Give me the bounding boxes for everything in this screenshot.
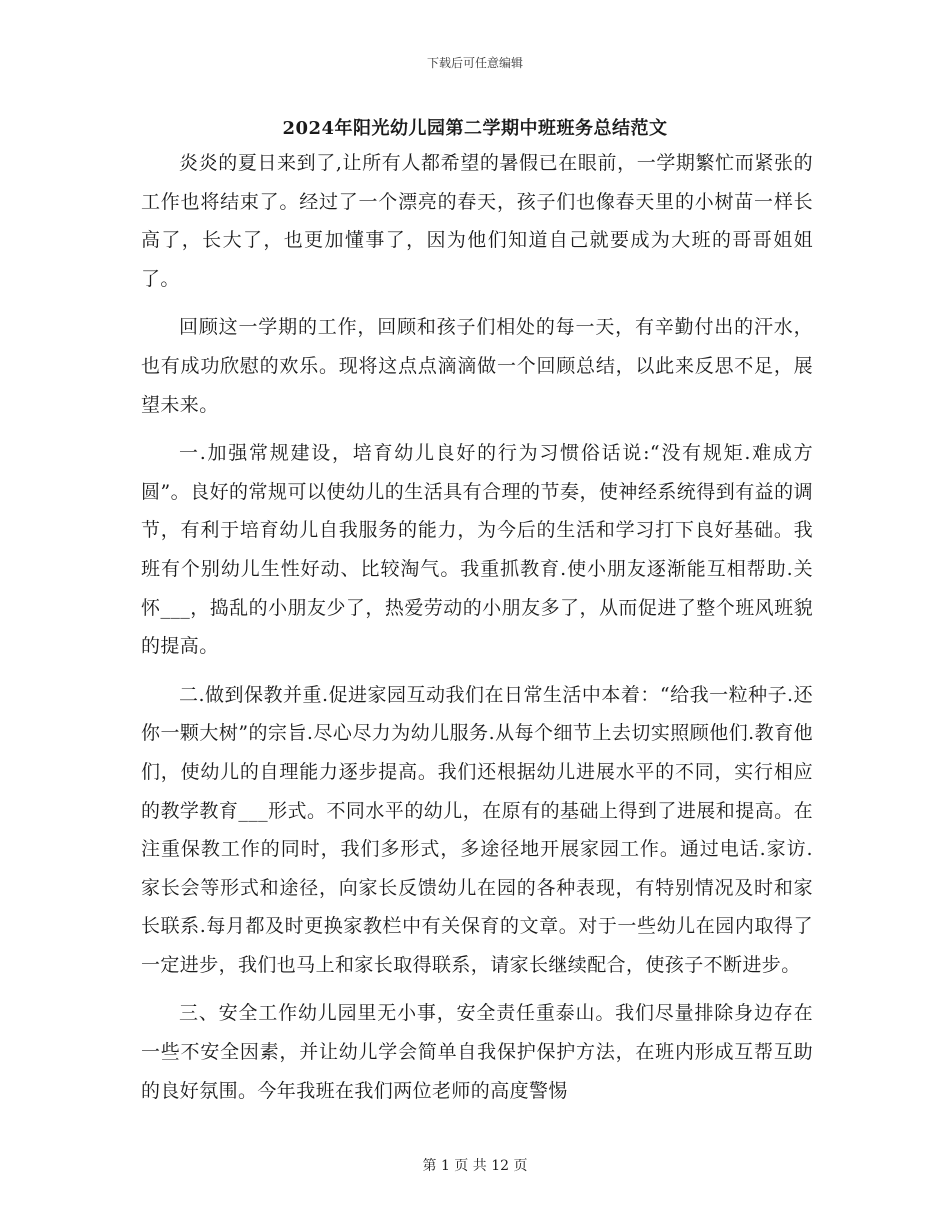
paragraph-section-care-education: 二.做到保教并重.促进家园互动我们在日常生活中本着：“给我一粒种子.还你一颗大树”的宗旨.尽心尽力为幼儿服务.从每个细节上去切实照顾他们.教育他们，使幼儿的自理能力逐步提高。我们还根据幼儿进展水平的不同，实行相应的教学教育___形式。不同水平的幼儿，在原有的基础上得到了进展和提高。在注重保教工作的同时，我们多形式，多途径地开展家园工作。通过电话.家访.家长会等形式和途径，向家长反馈幼儿在园的各种表现，有特别情况及时和家长联系.每月都及时更换家教栏中有关保育的文章。对于一些幼儿在园内取得了一定进步，我们也马上和家长取得联系，请家长继续配合，使孩子不断进步。	[141, 683, 813, 976]
page-header-note: 下载后可任意编辑	[426, 56, 523, 70]
paragraph-section-routine: 一.加强常规建设，培育幼儿良好的行为习惯俗话说:“没有规矩.难成方圆”。良好的常规可以使幼儿的生活具有合理的节奏，使神经系统得到有益的调节，有利于培育幼儿自我服务的能力，为今后的生活和学习打下良好基础。我班有个别幼儿生性好动、比较淘气。我重抓教育.使小朋友逐渐能互相帮助.关怀___，捣乱的小朋友少了，热爱劳动的小朋友多了，从而促进了整个班风班貌的提高。	[141, 442, 813, 658]
paragraph-intro: 炎炎的夏日来到了,让所有人都希望的暑假已在眼前，一学期繁忙而紧张的工作也将结束了。经过了一个漂亮的春天，孩子们也像春天里的小树苗一样长高了，长大了，也更加懂事了，因为他们知道自己就要成为大班的哥哥姐姐了。	[141, 152, 813, 290]
paragraph-section-safety: 三、安全工作幼儿园里无小事，安全责任重泰山。我们尽量排除身边存在一些不安全因素，并让幼儿学会简单自我保护保护方法，在班内形成互帮互助的良好氛围。今年我班在我们两位老师的高度警惕	[141, 1002, 813, 1102]
paragraph-review: 回顾这一学期的工作，回顾和孩子们相处的每一天，有辛勤付出的汗水，也有成功欣慰的欢乐。现将这点点滴滴做一个回顾总结，以此来反思不足，展望未来。	[141, 316, 813, 416]
document-title: 2024年阳光幼儿园第二学期中班班务总结范文	[282, 118, 668, 139]
document-body	[141, 144, 813, 1120]
page-number-footer: 第 1 页 共 12 页	[422, 1158, 528, 1174]
